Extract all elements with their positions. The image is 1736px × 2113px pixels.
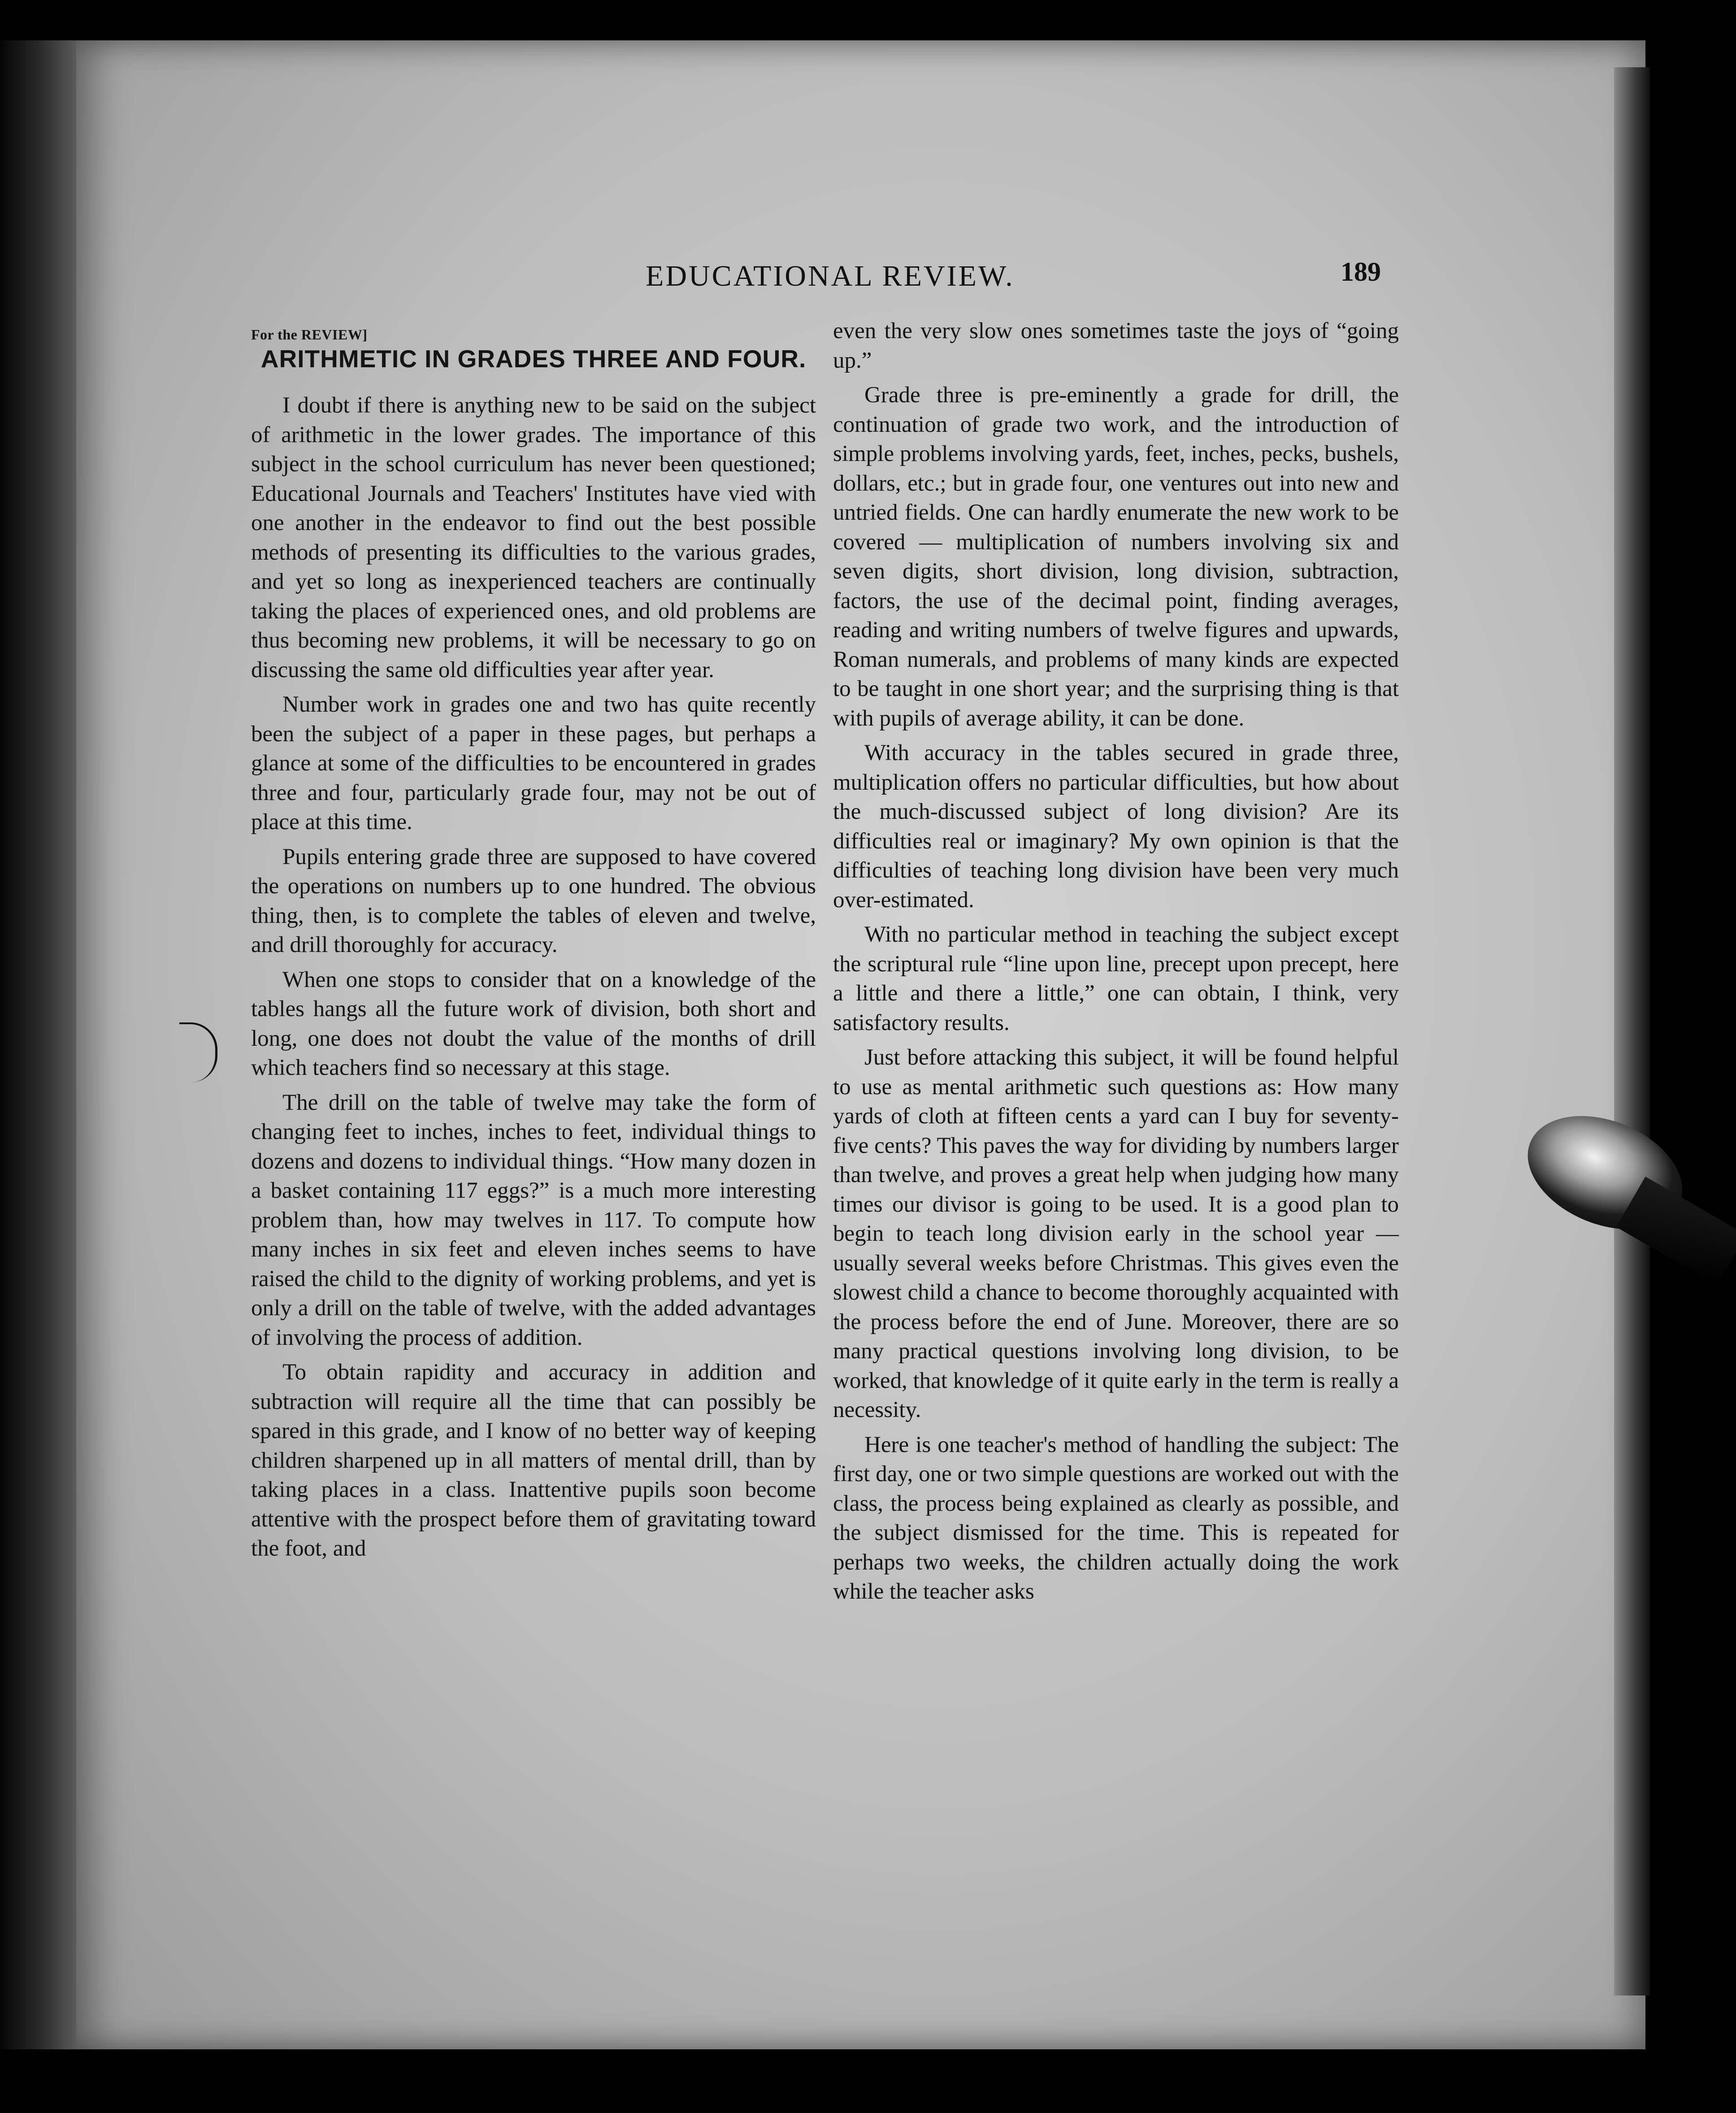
paragraph: Grade three is pre-eminently a grade for drill, the continuation of grade two work, and the introduction of simple problems involving yards, feet, inches, pecks, bushels, dollars, etc.; but in grade four, one ventures out into new and untried fields. One can hardly enumerate the new work to be covered — multiplication of numbers involving six and seven digits, short division, long division, subtraction, factors, the use of the decimal point, finding averages, reading and writing numbers of twelve figures and upwards, Roman numerals, and problems of many kinds are expected to be taught in one short year; and the surprising thing is that with pupils of average ability, it can be done. bbox=[833, 383, 1399, 731]
paragraph: I doubt if there is anything new to be said on the subject of arithmetic in the lower grades. The importance of this subject in the school curriculum has never been questioned; Educational Journals and Teachers' Institutes have vied with one another in the endeavor to find out the best possible methods of presenting its difficulties to the various grades, and yet so long as inexperienced teachers are continually taking the places of experienced ones, and old problems are thus becoming new problems, it will be necessary to go on discussing the same old difficulties year after year. bbox=[251, 393, 816, 683]
paragraph: To obtain rapidity and accuracy in addition and subtraction will require all the time that can possibly be spared in this grade, and I know of no better way of keeping children sharpened up in all matters of mental drill, than by taking places in a class. Inattentive pupils soon become attentive with the prospect before them of gravitating toward the foot, and bbox=[251, 1360, 816, 1561]
right-column bbox=[833, 317, 1399, 1612]
paragraph-continuation: even the very slow ones sometimes taste the joys of “going up.” bbox=[833, 318, 1399, 373]
paragraph: Number work in grades one and two has quite recently been the subject of a paper in these pages, but perhaps a glance at some of the difficulties to be encountered in grades three and four, particularly grade four, may not be out of place at this time. bbox=[251, 692, 816, 835]
paragraph: With accuracy in the tables secured in grade three, multiplication offers no particular difficulties, but how about the much-discussed subject of long division? Are its difficulties real or imaginary? My own opinion is that the difficulties of teaching long division have been very much over-estimated. bbox=[833, 740, 1399, 913]
paragraph: Pupils entering grade three are supposed to have covered the operations on numbers up to one hundred. The obvious thing, then, is to complete the tables of eleven and twelve, and drill thoroughly for accuracy. bbox=[251, 844, 816, 957]
article-title: ARITHMETIC IN GRADES THREE AND FOUR. bbox=[260, 345, 807, 373]
left-column bbox=[251, 326, 816, 1569]
paragraph: When one stops to consider that on a knowledge of the tables hangs all the future work of division, both short and long, one does not doubt the value of the months of drill which teachers find so necessary at this stage. bbox=[251, 967, 816, 1080]
paragraph: With no particular method in teaching the subject except the scriptural rule “line upon line, precept upon precept, here a little and there a little,” one can obtain, I think, very satisfactory results. bbox=[833, 922, 1399, 1035]
byline: For the REVIEW] bbox=[251, 326, 368, 343]
running-header-title: EDUCATIONAL REVIEW. bbox=[646, 260, 1015, 292]
page-number: 189 bbox=[1341, 257, 1381, 287]
paragraph: Here is one teacher's method of handling the subject: The first day, one or two simple questions are worked out with the class, the process being explained as clearly as possible, and the subject dismissed for the time. This is repeated for perhaps two weeks, the children actually doing the work while the teacher asks bbox=[833, 1432, 1399, 1604]
page-edge-right bbox=[1614, 67, 1650, 1996]
paragraph: Just before attacking this subject, it will be found helpful to use as mental arithmetic such questions as: How many yards of cloth at fifteen cents a yard can I buy for seventy-five cents? This paves the way for dividing by numbers larger than twelve, and proves a great help when judging how many times our divisor is going to be used. It is a good plan to begin to teach long division early in the school year — usually several weeks before Christmas. This gives even the slowest child a chance to become thoroughly acquainted with the process before the end of June. Moreover, there are so many practical questions involving long division, to be worked, that knowledge of it quite early in the term is really a necessity. bbox=[833, 1045, 1399, 1422]
paragraph: The drill on the table of twelve may take the form of changing feet to inches, inches to feet, individual things to dozens and dozens to individual things. “How many dozen in a basket containing 117 eggs?” is a much more interesting problem than, how may twelves in 117. To compute how many inches in six feet and eleven inches seems to have raised the child to the dignity of working problems, and yet is only a drill on the table of twelve, with the added advantages of involving the process of addition. bbox=[251, 1090, 816, 1350]
